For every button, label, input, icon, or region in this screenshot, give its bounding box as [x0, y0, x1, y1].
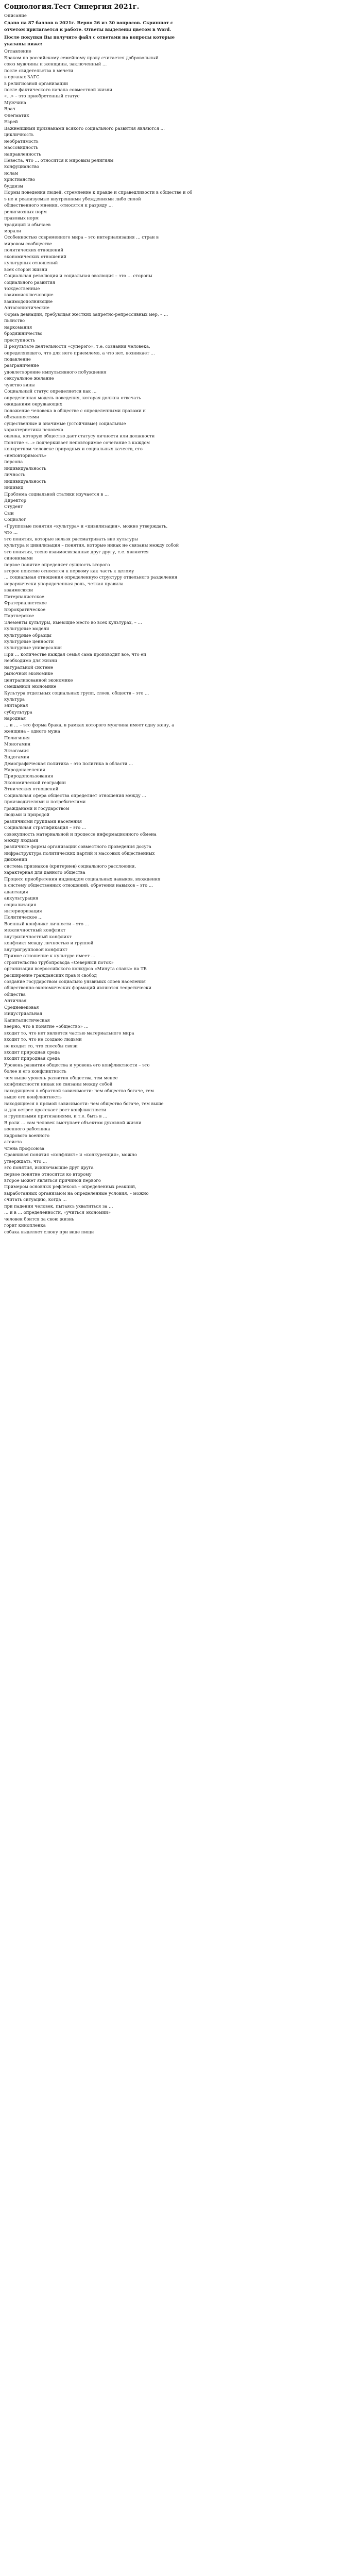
- list-item: наркомания: [4, 324, 32, 330]
- list-item: христианство: [4, 177, 36, 182]
- list-item: определяющего, что для него приемлемо, а что нет, возникает …: [4, 350, 155, 355]
- list-item: политических отношений: [4, 247, 63, 253]
- list-item: собака выделяет слюну при виде пищи: [4, 1229, 94, 1234]
- list-item: в органах ЗАГС: [4, 74, 40, 80]
- list-item: межличностный конфликт: [4, 927, 66, 933]
- list-item: Бюрократическое: [4, 606, 46, 612]
- list-item: персона: [4, 459, 23, 465]
- list-item: Народонаселения: [4, 767, 45, 773]
- list-item: первое понятие относится ко второму: [4, 1171, 92, 1177]
- list-item: В результате деятельности «суперэго», т.е. сознания человека,: [4, 344, 150, 349]
- list-item: Директор: [4, 497, 26, 503]
- list-item: внутригрупповой конфликт: [4, 946, 67, 952]
- list-item: Мужчина: [4, 99, 26, 105]
- list-item: элитарная: [4, 703, 28, 708]
- list-item: Моногамия: [4, 741, 31, 747]
- list-item: атеиста: [4, 1139, 22, 1145]
- list-item: входит природная среда: [4, 1049, 60, 1055]
- list-item: утверждать, что …: [4, 1158, 47, 1164]
- list-item: Социальный статус определяется как …: [4, 388, 97, 394]
- list-item: первое понятие определяет сущность второго: [4, 562, 110, 567]
- list-item: взаимодополняющие: [4, 298, 53, 304]
- list-item: оценка, которую общество дает статусу личности или должности: [4, 433, 155, 439]
- list-item: Сравнивая понятия «конфликт» и «конкуренция», можно: [4, 1152, 137, 1158]
- list-item: входит природная среда: [4, 1056, 60, 1061]
- document-title: Социология.Тест Синергия 2021г.: [4, 3, 140, 11]
- list-item: преступность: [4, 337, 36, 343]
- list-item: взаимоисключающие: [4, 292, 54, 298]
- list-item: Нормы поведения людей, стремление к правде и справедливости в обществе и об: [4, 190, 193, 195]
- list-item: людьми и природой: [4, 812, 50, 818]
- list-item: союз мужчины и женщины, заключенный …: [4, 61, 107, 67]
- list-item: между людьми: [4, 838, 39, 843]
- list-item: общественно-экономических формаций являются теоретически: [4, 985, 151, 991]
- list-item: бродяжничество: [4, 331, 43, 336]
- list-item: рыночной экономике: [4, 671, 53, 676]
- list-item: чувство вины: [4, 382, 35, 387]
- list-item: Политическое …: [4, 914, 43, 920]
- intro-line: После покупки Вы получите файл с ответами на вопросы которые: [4, 35, 175, 40]
- list-item: морали: [4, 228, 21, 233]
- list-item: подавление: [4, 357, 31, 362]
- list-item: Понятие «…» подчеркивает неповторимое сочетание в каждом: [4, 439, 150, 445]
- list-item: совокупность материальной и процессе информационного обмена: [4, 831, 157, 837]
- list-item: Экономической географии: [4, 779, 66, 785]
- list-item: создание государством социально уязвимых слоев населения: [4, 978, 146, 984]
- list-item: народная: [4, 716, 26, 721]
- list-item: конфликтности никак не связаны между собой: [4, 1081, 113, 1087]
- list-item: Экзогамия: [4, 748, 29, 753]
- list-item: необратимость: [4, 138, 39, 144]
- list-item: религиозных норм: [4, 209, 47, 214]
- list-item: второе может являться причиной первого: [4, 1178, 101, 1183]
- list-item: всех сторон жизни: [4, 266, 47, 272]
- list-item: Культура отдельных социальных групп, слоев, обществ – это …: [4, 690, 149, 696]
- list-item: культурные модели: [4, 626, 49, 632]
- list-item: Природопользования: [4, 773, 54, 779]
- list-item: Демографическая политика – это политика в области …: [4, 760, 133, 766]
- list-item: Патерналистское: [4, 594, 44, 599]
- list-item: «неповторимость»: [4, 452, 47, 458]
- list-item: обязанностями: [4, 414, 39, 420]
- list-item: аккультурация: [4, 895, 39, 901]
- list-item: Капиталистическая: [4, 1017, 50, 1023]
- list-item: взаимосвязи: [4, 587, 33, 593]
- list-item: субкультура: [4, 709, 32, 715]
- list-item: после свидетельства в мечети: [4, 67, 74, 73]
- list-item: Средневековая: [4, 1004, 39, 1010]
- list-item: Фратериалистское: [4, 600, 47, 606]
- list-item: э не и реализуемые внутренними убеждениями либо силой: [4, 196, 141, 201]
- list-item: мировом сообществе: [4, 241, 52, 246]
- list-item: … и в … определенности, «учиться экономии»: [4, 1210, 111, 1215]
- list-item: Социальная стратификация – это …: [4, 825, 87, 831]
- list-item: правовых норм: [4, 215, 39, 221]
- list-item: производителями и потребителями: [4, 799, 86, 805]
- list-item: не входит то, что способы связи: [4, 1043, 78, 1048]
- list-item: различные формы организации совместного проведения досуга: [4, 844, 151, 850]
- list-item: Проблема социальной статики изучается в …: [4, 491, 109, 497]
- list-item: Полигиния: [4, 735, 30, 740]
- list-item: конкретном человеке природных и социальных качеств, его: [4, 446, 143, 452]
- list-item: характеристики человека: [4, 427, 63, 432]
- list-item: положение человека в обществе с определенными правами и: [4, 408, 146, 413]
- list-item: внутриличностный конфликт: [4, 934, 72, 939]
- list-item: выше его конфликтность: [4, 1094, 62, 1100]
- list-item: … и … – это форма брака, в рамках которого мужчина имеет одну жену, а: [4, 722, 175, 727]
- list-item: буддизм: [4, 183, 23, 189]
- list-item: чем выше уровень развития общества, тем менее: [4, 1075, 118, 1080]
- list-item: горит кинопленка: [4, 1223, 46, 1228]
- list-item: Антагонистические: [4, 305, 50, 311]
- list-item: входит то, что не создано людьми: [4, 1037, 82, 1042]
- list-item: движений: [4, 857, 27, 862]
- list-item: веерно, что в понятие «общество» …: [4, 1024, 89, 1029]
- list-item: ожиданиям окружающих: [4, 401, 62, 407]
- list-item: индивид: [4, 485, 24, 490]
- list-item: Прямое отношение к культуре имеет …: [4, 953, 96, 959]
- list-item: необходимо для жизни: [4, 658, 57, 664]
- list-item: Социальная революция и социальная эволюция – это … стороны: [4, 273, 152, 279]
- list-item: и групповыми притязаниями, и т.е. быть в …: [4, 1113, 108, 1119]
- list-item: определенная модель поведения, которая должна отвечать: [4, 395, 141, 400]
- list-item: считать ситуацию, когда …: [4, 1197, 67, 1202]
- list-item: социального развития: [4, 279, 56, 285]
- list-item: находящиеся в обратной зависимости: чем общество богаче, тем: [4, 1088, 154, 1093]
- list-item: Процесс приобретения индивидом социальных навыков, вхождения: [4, 876, 161, 882]
- list-item: Студент: [4, 504, 23, 510]
- list-item: в религиозной организации: [4, 80, 68, 86]
- list-item: что …: [4, 530, 18, 535]
- list-item: Уровень развития общества и уровень его конфликтности – это: [4, 1062, 150, 1067]
- list-item: расширение гражданских прав и свобод: [4, 972, 97, 978]
- list-item: гражданами и государством: [4, 805, 70, 811]
- list-item: находящиеся в прямой зависимости: чем общество богаче, тем выше: [4, 1100, 164, 1106]
- list-item: В роли … сам человек выступает объектом духовной жизни: [4, 1120, 142, 1125]
- list-item: при падении человек, пытаясь ухватиться за …: [4, 1203, 113, 1209]
- list-item: Невеста, что … относится к мировым религиям: [4, 157, 114, 163]
- list-item: Военный конфликт личности – это …: [4, 921, 89, 926]
- list-item: культура: [4, 697, 25, 702]
- list-item: Социальная сфера общества определяет отношения между …: [4, 792, 146, 798]
- list-item: Эндогамия: [4, 754, 29, 760]
- list-item: индивидуальность: [4, 465, 46, 471]
- list-item: второе понятие относится к первому как часть к целому: [4, 568, 134, 573]
- list-item: Этнических отношений: [4, 786, 59, 792]
- intro-block: [4, 20, 357, 47]
- list-item: культурные универсалии: [4, 645, 62, 651]
- list-item: Индустриальная: [4, 1011, 42, 1016]
- list-item: это понятия, которые нельзя рассматривать вне культуры: [4, 536, 138, 541]
- list-item: и для острее протекает рост конфликтности: [4, 1107, 107, 1113]
- list-item: пьянство: [4, 318, 25, 324]
- list-item: Элементы культуры, имеющие место во всех культурах, – …: [4, 619, 142, 625]
- list-item: «Групповые понятия «культура» и «цивилизация», можно утверждать,: [4, 523, 168, 529]
- list-item: Оглавление: [4, 48, 31, 54]
- list-item: … социальная отношения определенную структуру отдельного разделения: [4, 574, 178, 580]
- list-item: «…» – это приобретенный статус: [4, 93, 80, 99]
- list-item: культурные образцы: [4, 632, 51, 638]
- list-item: женщина – одного мужа: [4, 728, 60, 734]
- list-item: При … количестве каждая семья сама производит все, что ей: [4, 651, 146, 657]
- list-item: централизованной экономике: [4, 677, 73, 683]
- list-item: организация всероссийского конкурса «Минута славы» на ТВ: [4, 966, 147, 972]
- list-item: инфраструктура политических партий и массовых общественных: [4, 850, 155, 856]
- list-item: входит то, что нет является частью материального мира: [4, 1030, 134, 1036]
- intro-line: указаны ниже:: [4, 41, 43, 46]
- list-item: Примером основных рефлексов – определенных реакций,: [4, 1184, 136, 1190]
- list-item: это понятия, исключающие друг друга: [4, 1165, 94, 1171]
- list-item: индивидуальность: [4, 478, 46, 484]
- list-item: экономических отношений: [4, 253, 66, 259]
- list-item: социализация: [4, 902, 37, 907]
- list-item: военного работника: [4, 1126, 50, 1132]
- list-item: Врач: [4, 106, 16, 112]
- list-item: адаптация: [4, 889, 28, 894]
- list-item: Еврей: [4, 119, 18, 125]
- list-item: разграничение: [4, 363, 39, 368]
- list-item: характерная для данного общества: [4, 870, 85, 875]
- question-list: [4, 48, 357, 1235]
- intro-line: отчетом прилагается к работе. Ответы выделены цветом в Word.: [4, 26, 171, 32]
- list-item: конфуцианство: [4, 164, 39, 170]
- list-item: культурные ценности: [4, 638, 54, 644]
- list-item: иерархически упорядоченная роль, четкая правила: [4, 581, 124, 586]
- list-item: Особенностью современного мира – это интернализация … стран в: [4, 234, 159, 240]
- list-item: строительство трубопровода «Северный поток»: [4, 959, 114, 965]
- list-item: смешанной экономике: [4, 684, 57, 689]
- list-item: сексуальное желание: [4, 376, 54, 381]
- list-item: Флегматик: [4, 112, 29, 118]
- list-item: в систему общественных отношений, обретения навыков – это …: [4, 883, 153, 888]
- list-item: Античная: [4, 998, 27, 1004]
- list-item: тождественные: [4, 286, 40, 292]
- list-item: цикличность: [4, 132, 34, 138]
- list-item: традиций и обычаев: [4, 222, 51, 227]
- list-item: Социолог: [4, 517, 26, 522]
- list-item: Партнерское: [4, 613, 35, 619]
- list-item: интериоризация: [4, 908, 42, 913]
- list-item: конфликт между личностью и группой: [4, 940, 94, 946]
- list-item: ислам: [4, 170, 19, 176]
- list-item: массовидность: [4, 145, 38, 150]
- list-item: существенные и значимые (устойчивые) социальные: [4, 420, 126, 426]
- list-item: культурных отношений: [4, 260, 58, 266]
- list-item: после фактического начала совместной жизни: [4, 87, 113, 92]
- list-item: различными группами населения: [4, 818, 82, 824]
- list-item: культура и цивилизация – понятия, которые никак не связаны между собой: [4, 543, 179, 548]
- intro-line: Сдано на 87 баллов в 2021г. Верно 26 из 30 вопросов. Скриншот с: [4, 20, 174, 26]
- list-item: синонимами: [4, 555, 33, 561]
- section-label: Описание: [4, 13, 27, 18]
- list-item: Форма девиации, требующая жестких запретно-репрессивных мер, – …: [4, 311, 168, 317]
- list-item: направленность: [4, 151, 41, 157]
- list-item: удовлетворение импульсивного побуждения: [4, 369, 107, 375]
- list-item: общества: [4, 991, 26, 997]
- list-item: Сын: [4, 510, 14, 516]
- list-item: Браком по российскому семейному праву считается добровольный: [4, 55, 159, 60]
- list-item: кадрового военного: [4, 1132, 49, 1138]
- list-item: выработанных организмом на определенные условия, – можно: [4, 1190, 149, 1196]
- list-item: личность: [4, 472, 25, 478]
- list-item: натуральной системе: [4, 664, 54, 670]
- list-item: члена профсоюза: [4, 1145, 45, 1151]
- list-item: Важнейшими признаками всякого социального развития являются …: [4, 125, 165, 131]
- list-item: более и его конфликтность: [4, 1069, 66, 1074]
- list-item: человек боится за свою жизнь: [4, 1216, 74, 1222]
- list-item: это понятия, тесно взаимосвязанные друг другу, т.е. являются: [4, 549, 149, 554]
- list-item: система признаков (критериев) социального расслоения,: [4, 863, 136, 869]
- list-item: общественного мнения, относятся к разряду …: [4, 202, 113, 208]
